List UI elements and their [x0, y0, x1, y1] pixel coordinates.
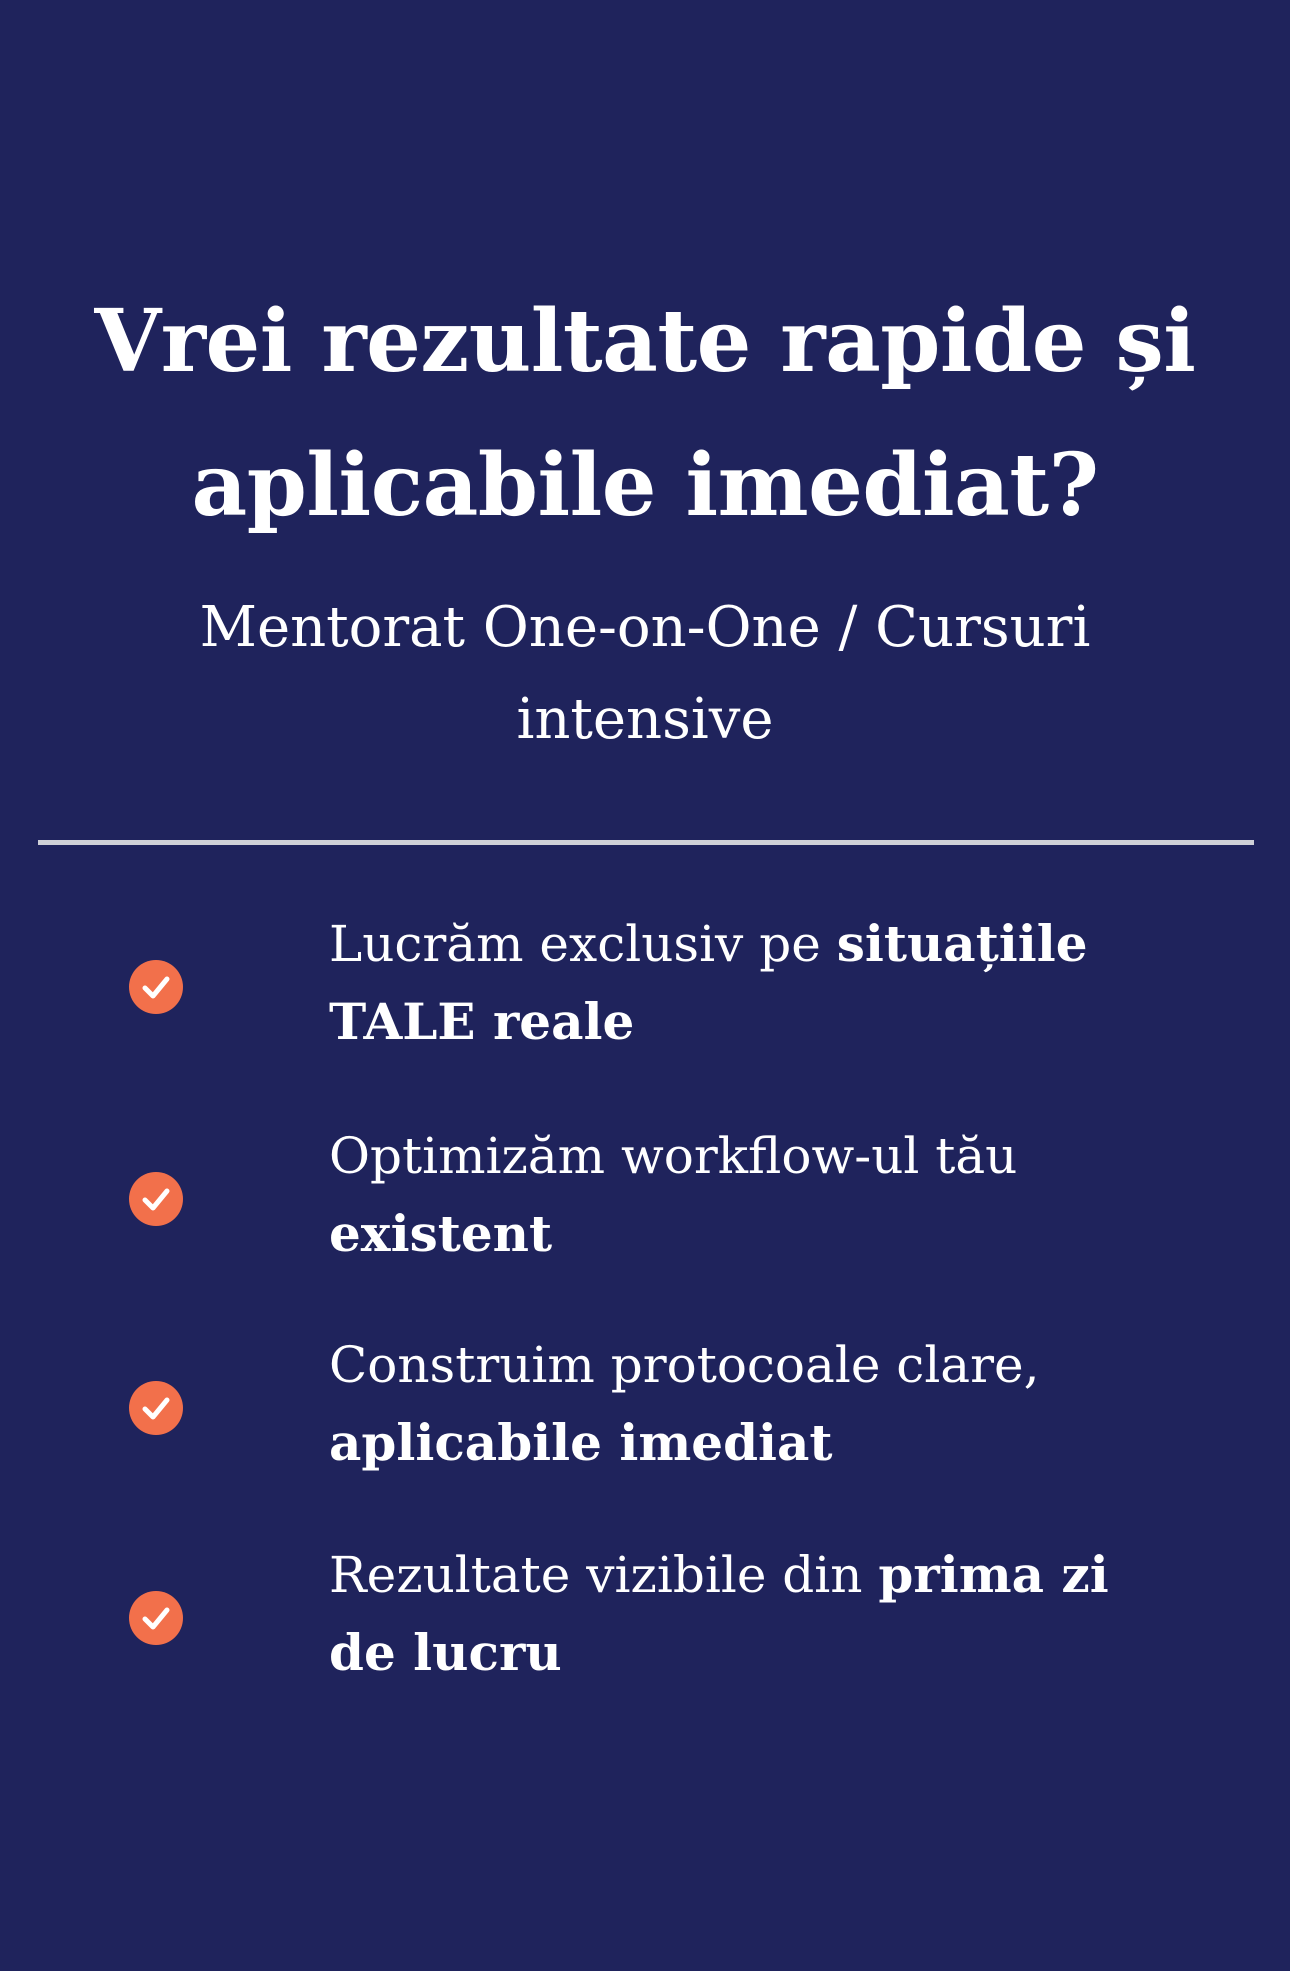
feature-text-emphasis: situațiile TALE reale [329, 914, 1088, 1051]
feature-text-normal: Construim protocoale clare, [329, 1336, 1040, 1394]
headline-line-2: aplicabile imediat? [191, 435, 1099, 536]
check-circle-icon [129, 960, 183, 1014]
feature-item [0, 1326, 1290, 1496]
feature-text-emphasis: existent [329, 1204, 553, 1263]
subtitle: Mentorat One-on-One / Cursuri intensive [199, 595, 1091, 752]
feature-text-emphasis: aplicabile imediat [329, 1413, 833, 1472]
check-circle-icon [129, 1591, 183, 1645]
feature-text [329, 905, 1189, 1061]
feature-item [0, 1117, 1290, 1287]
headline-line-1: Vrei rezultate rapide și [94, 291, 1196, 392]
feature-text-normal: Optimizăm workflow-ul tău [329, 1127, 1018, 1185]
hero-section [80, 270, 1210, 766]
feature-item [0, 1536, 1290, 1706]
headline [80, 270, 1210, 558]
feature-text [329, 1536, 1189, 1692]
check-circle-icon [129, 1172, 183, 1226]
feature-text-normal: Rezultate vizibile din [329, 1546, 879, 1604]
feature-item [0, 905, 1290, 1075]
check-circle-icon [129, 1381, 183, 1435]
feature-text-normal: Lucrăm exclusiv pe [329, 915, 837, 973]
feature-text [329, 1117, 1189, 1273]
feature-text-emphasis: prima zi de lucru [329, 1545, 1109, 1682]
section-divider [38, 840, 1254, 845]
feature-text [329, 1326, 1189, 1482]
